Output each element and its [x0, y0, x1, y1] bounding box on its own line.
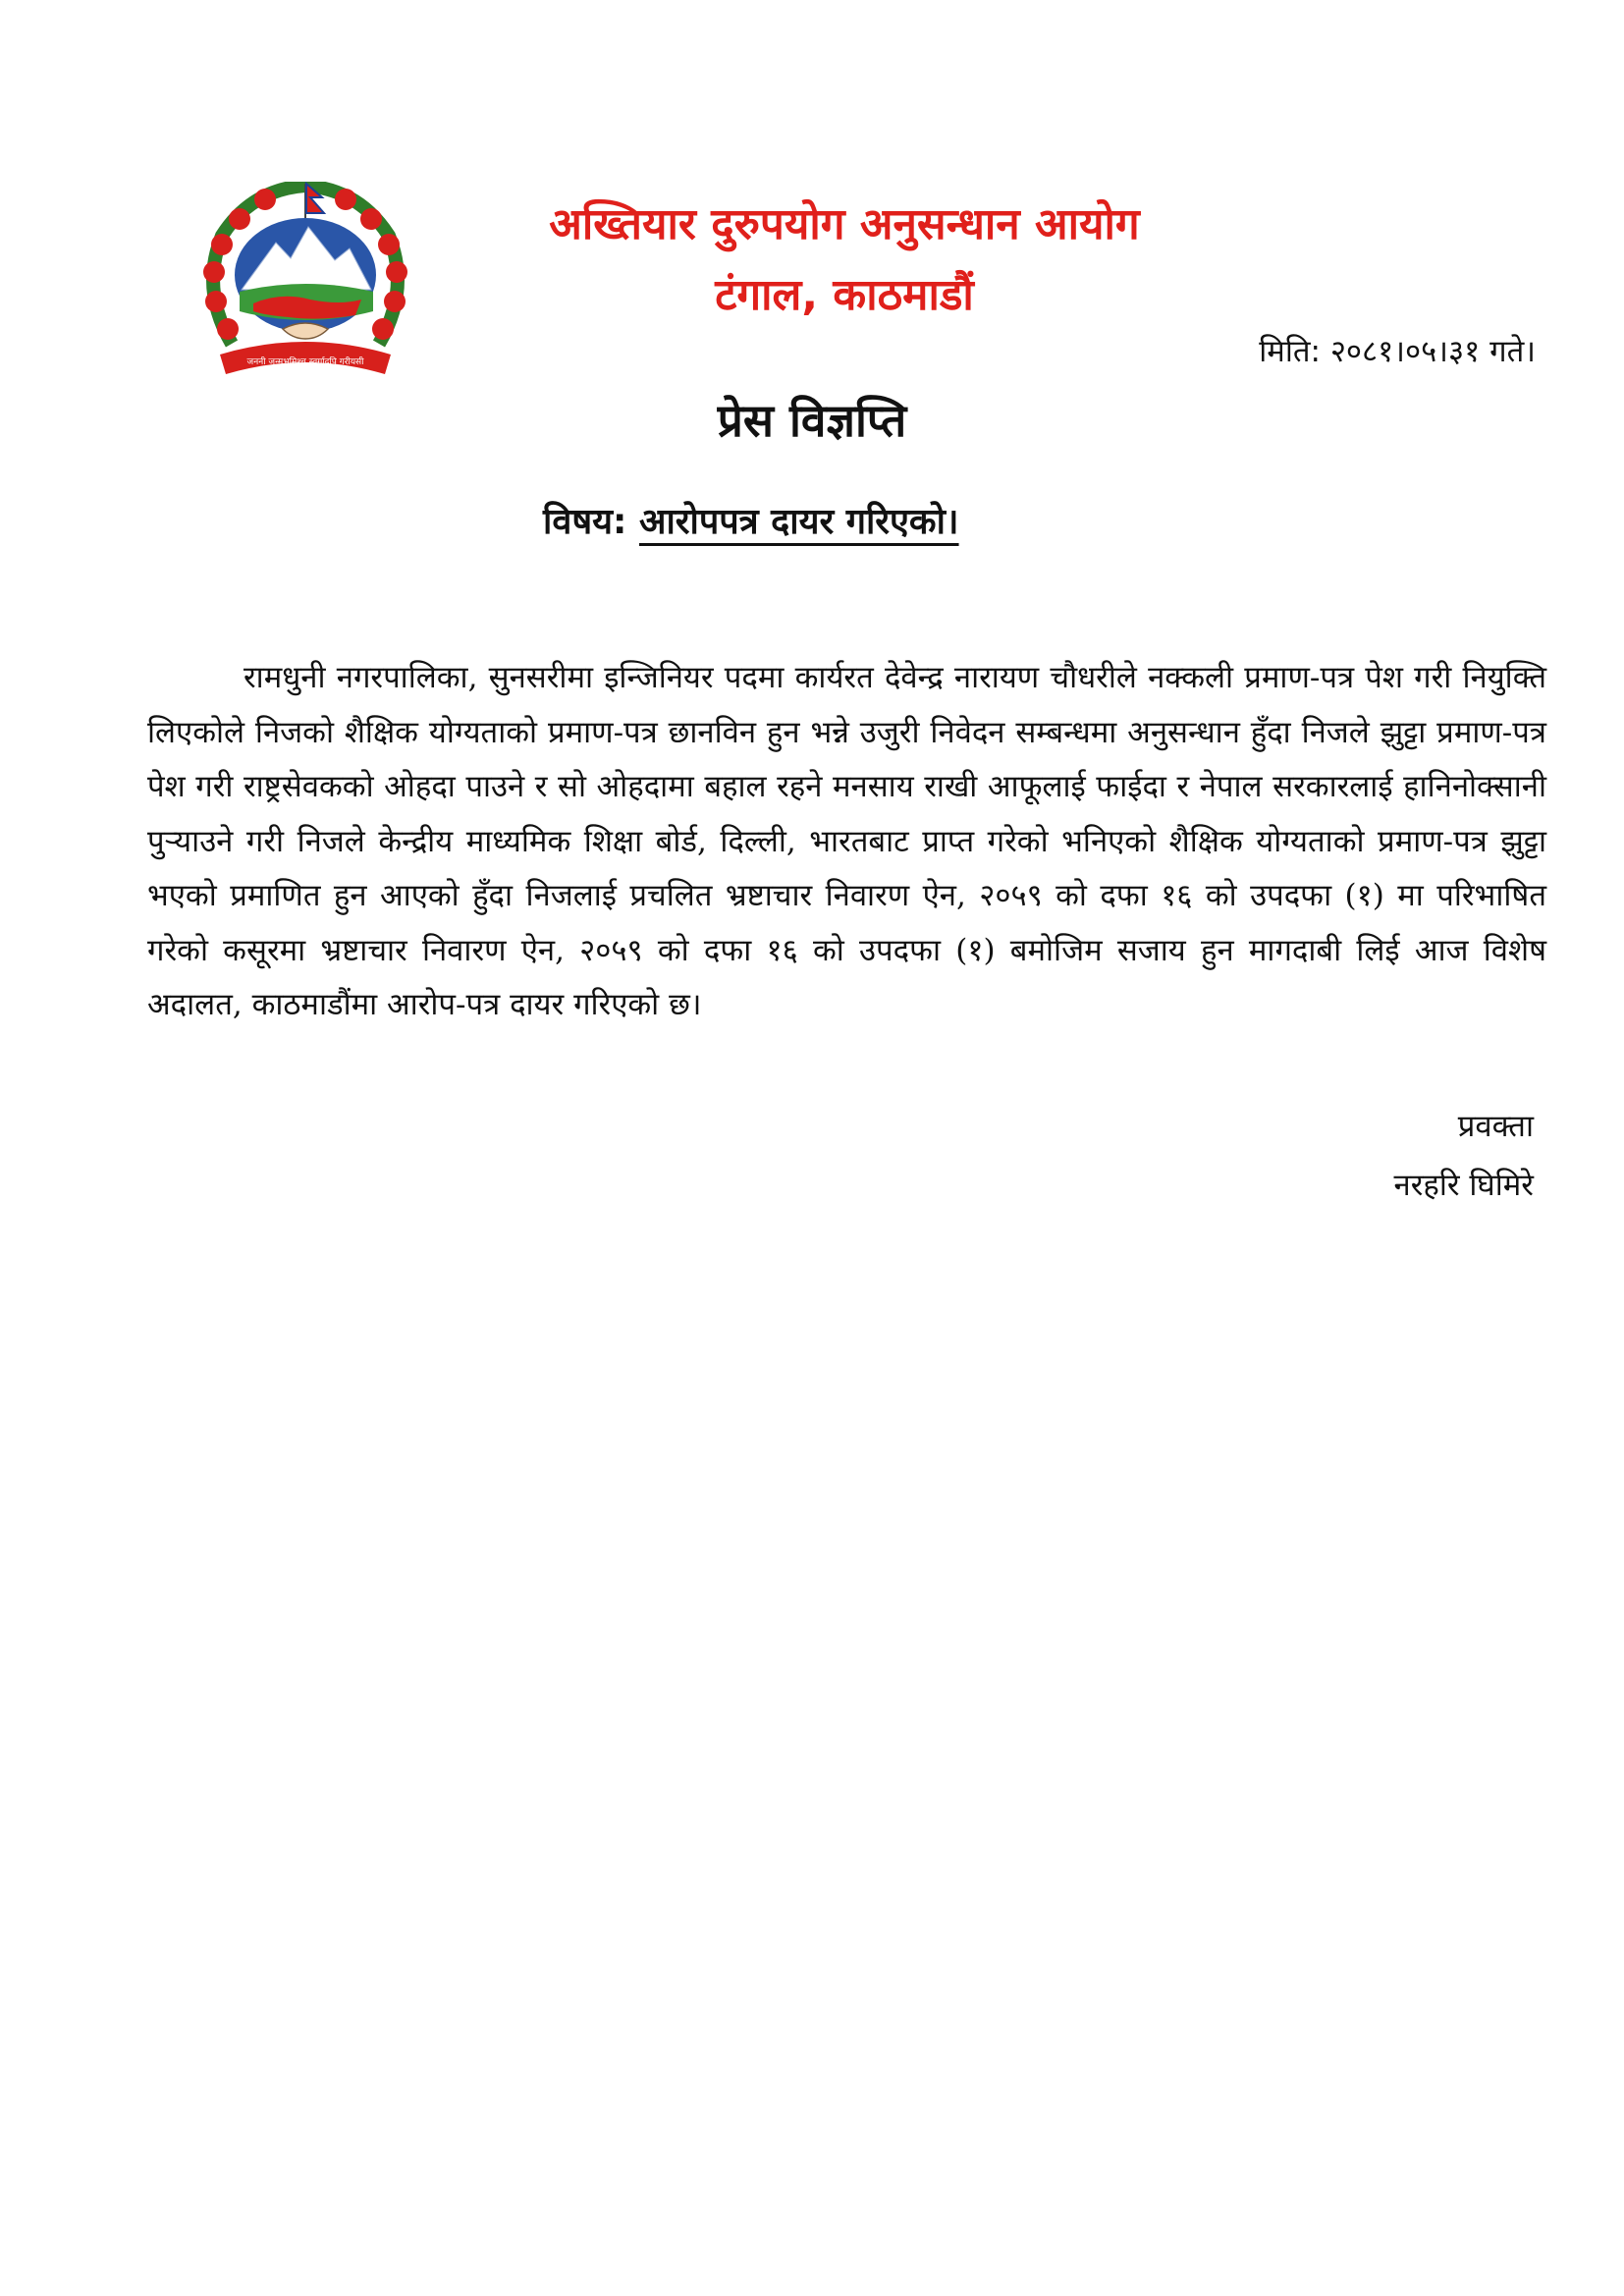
emblem-motto: जननी जन्मभूमिश्च स्वर्गादपि गरीयसी	[246, 357, 364, 367]
subject-line	[543, 496, 959, 544]
date: मिति: २०८१।०५।३१ गते।	[1259, 334, 1536, 369]
press-release-title: प्रेस विज्ञप्ति	[717, 394, 907, 447]
spokesperson-name: नरहरि घिमिरे	[1393, 1168, 1534, 1203]
spokesperson-role: प्रवक्ता	[1457, 1109, 1534, 1144]
body-paragraph: रामधुनी नगरपालिका, सुनसरीमा इन्जिनियर पदमा कार्यरत देवेन्द्र नारायण चौधरीले नक्कली प्रमाण-पत्र पेश गरी नियुक्ति लिएकोले निजको शैक्षिक योग्यताको प्रमाण-पत्र छानविन हुन भन्ने उजुरी निवेदन सम्बन्धमा अनुसन्धान हुँदा निजले झुट्टा प्रमाण-पत्र पेश गरी राष्ट्रसेवकको ओहदा पाउने र सो ओहदामा बहाल रहने मनसाय राखी आफूलाई फाईदा र नेपाल सरकारलाई हानिनोक्सानी पुऱ्याउने गरी निजले केन्द्रीय माध्यमिक शिक्षा बोर्ड, दिल्ली, भारतबाट प्राप्त गरेको भनिएको शैक्षिक योग्यताको प्रमाण-पत्र झुट्टा भएको प्रमाणित हुन आएको हुँदा निजलाई प्रचलित भ्रष्टाचार निवारण ऐन, २०५९ को दफा १६ को उपदफा (१) मा परिभाषित गरेको कसूरमा भ्रष्टाचार निवारण ऐन, २०५९ को दफा १६ को उपदफा (१) बमोजिम सजाय हुन मागदाबी लिई आज विशेष अदालत, काठमाडौंमा आरोप-पत्र दायर गरिएको छ।	[147, 660, 1546, 1022]
subject-label: विषय:	[543, 502, 627, 542]
org-location: टंगाल, काठमाडौं	[715, 270, 974, 320]
subject-text: आरोपपत्र दायर गरिएको।	[638, 502, 959, 542]
nepal-emblem	[192, 182, 418, 388]
org-name: अख्तियार दुरुपयोग अनुसन्धान आयोग	[549, 199, 1140, 249]
